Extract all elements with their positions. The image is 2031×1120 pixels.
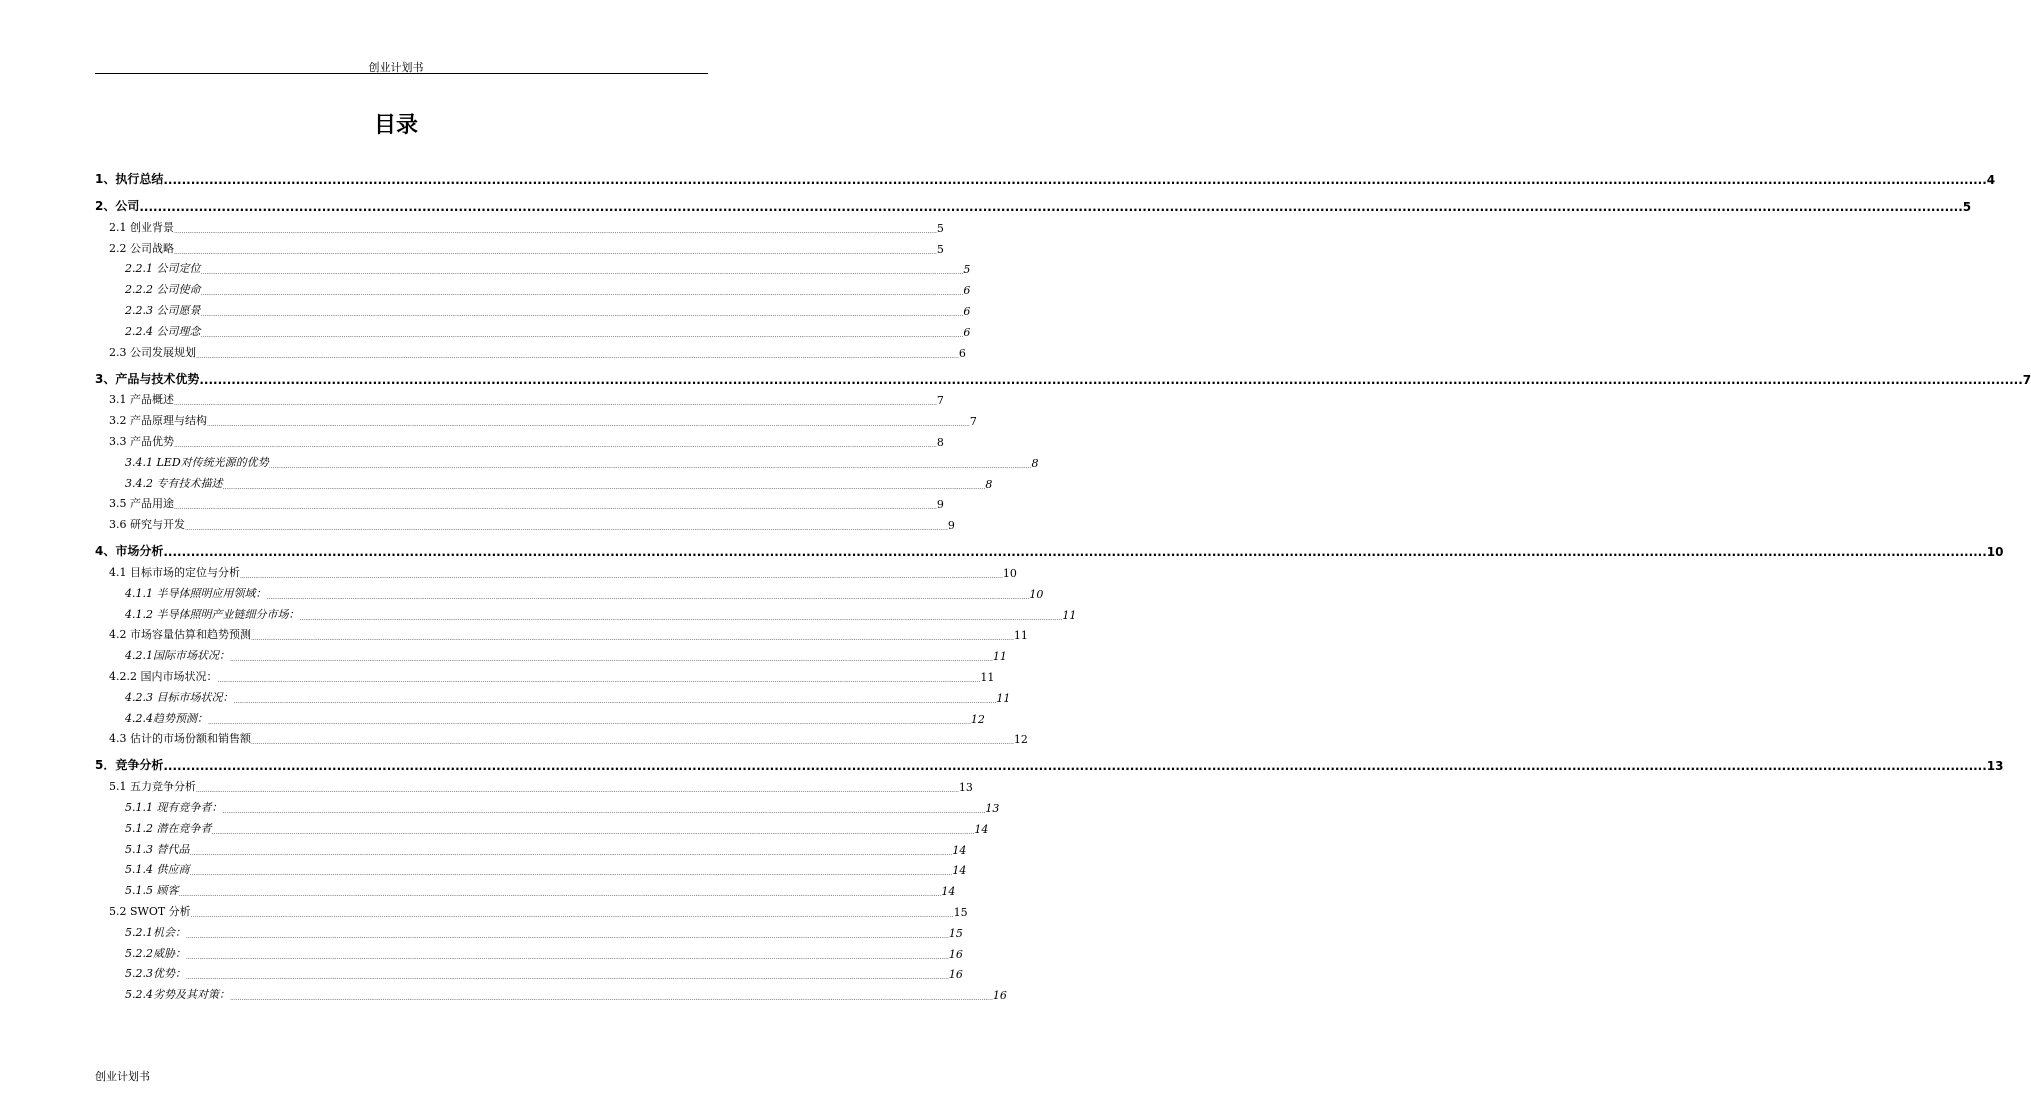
- toc-leader-dots: ................................................................................................................................................................................................................................................................................................................................................................................................................: [200, 310, 964, 318]
- toc-entry[interactable]: [95, 877, 956, 899]
- toc-entry[interactable]: [95, 318, 971, 339]
- toc-leader-dots: ................................................................................................................................................................................................................................................................................................................................................................................................................: [211, 828, 975, 836]
- toc-entry-label: 2.3 公司发展规划: [109, 345, 196, 359]
- toc-leader-dots: ................................................................................................................................................................................................................................................................................................................................................................................................................: [174, 248, 937, 256]
- toc-entry-page: 13: [958, 781, 973, 795]
- toc-entry-page: 8: [985, 477, 993, 491]
- toc-leader-dots: ................................................................................................................................................................................................................................................................................................................................................................................................................: [208, 718, 971, 726]
- toc-entry-page: 9: [936, 498, 944, 512]
- toc-entry-label: 4.3 估计的市场份额和销售额: [109, 732, 251, 746]
- toc-entry-label: 2.2.2 公司使命: [125, 283, 201, 297]
- toc-entry-page: 9: [947, 519, 955, 533]
- toc-entry[interactable]: [95, 339, 966, 360]
- toc-entry[interactable]: [95, 470, 993, 491]
- toc-entry-label: 4、市场分析: [95, 544, 164, 559]
- toc-leader-dots: ................................................................................................................................................................................................................................................................................................................................................................................................................: [233, 697, 997, 705]
- toc-leader-dots: ................................................................................................................................................................................................................................................................................................................................................................................................................: [268, 462, 1032, 470]
- toc-entry[interactable]: [95, 622, 1028, 643]
- toc-entry-page: 16: [948, 947, 963, 961]
- toc-entry-page: 14: [941, 885, 956, 899]
- toc-entry[interactable]: [95, 981, 1007, 1003]
- toc-entry-page: 8: [936, 435, 944, 449]
- toc-entry[interactable]: [95, 705, 985, 726]
- toc-entry-label: 5.1.3 替代品: [125, 842, 190, 856]
- toc-leader-dots: ................................................................................................................................................................................................................................................................................................................................................................................................................: [196, 787, 959, 795]
- toc-entry-label: 5．竞争分析: [95, 758, 164, 773]
- toc-entry-label: 5.1.1 现有竞争者：: [125, 800, 223, 814]
- toc-entry[interactable]: [95, 961, 963, 982]
- toc-entry-page: 11: [1062, 608, 1077, 622]
- toc-leader-dots: ................................................................................................................................................................................................................................................................................................................................................................................................................: [186, 974, 949, 982]
- toc-entry-page: 13: [985, 801, 1000, 815]
- toc-entry[interactable]: [95, 684, 1011, 705]
- toc-entry[interactable]: [95, 511, 955, 533]
- toc-leader-dots: ................................................................................................................................................................................................................................................................................................................................................................................................................: [185, 525, 948, 533]
- table-of-contents: [95, 160, 2031, 1003]
- toc-entry-label: 5.2.1机会：: [125, 925, 186, 939]
- toc-entry-label: 4.1.2 半导体照明产业链细分市场：: [125, 607, 300, 621]
- toc-leader-dots: ................................................................................................................................................................................................................................................................................................................................................................................................................: [207, 421, 970, 429]
- toc-entry-label: 5.1 五力竞争分析: [109, 780, 196, 794]
- toc-entry[interactable]: [95, 276, 971, 298]
- toc-leader-dots: ................................................................................................................................................................................................................................................................................................................................................................................................................: [196, 352, 959, 360]
- toc-entry-label: 3.6 研究与开发: [109, 518, 185, 532]
- toc-leader-dots: ................................................................................................................................................................................................................................................................................................................................................................................................................: [163, 545, 1987, 560]
- toc-entry-label: 3.4.1 LED对传统光源的优势: [125, 455, 269, 469]
- toc-leader-dots: ................................................................................................................................................................................................................................................................................................................................................................................................................: [163, 759, 1987, 774]
- toc-entry-page: 5: [963, 263, 971, 277]
- toc-entry-label: 3.5 产品用途: [109, 497, 174, 511]
- toc-entry-label: 3.3 产品优势: [109, 434, 174, 448]
- toc-entry[interactable]: [95, 160, 1996, 187]
- toc-entry-page: 14: [952, 843, 967, 857]
- toc-leader-dots: ................................................................................................................................................................................................................................................................................................................................................................................................................: [190, 911, 954, 919]
- toc-entry-label: 4.2.1国际市场状况：: [125, 649, 230, 663]
- toc-leader-dots: ................................................................................................................................................................................................................................................................................................................................................................................................................: [200, 269, 964, 277]
- toc-entry-label: 5.1.5 顾客: [125, 884, 179, 898]
- toc-leader-dots: ................................................................................................................................................................................................................................................................................................................................................................................................................: [240, 572, 1003, 580]
- toc-entry[interactable]: [95, 794, 1000, 815]
- toc-entry-label: 2.2.1 公司定位: [125, 262, 201, 276]
- toc-leader-dots: ................................................................................................................................................................................................................................................................................................................................................................................................................: [174, 504, 937, 512]
- toc-entry-label: 4.2.3 目标市场状况：: [125, 690, 234, 704]
- toc-entry[interactable]: [95, 919, 963, 940]
- toc-entry-label: 3.4.2 专有技术描述: [125, 476, 223, 490]
- toc-entry[interactable]: [95, 449, 1039, 470]
- toc-entry-page: 11: [980, 670, 995, 684]
- toc-leader-dots: ................................................................................................................................................................................................................................................................................................................................................................................................................: [251, 635, 1014, 643]
- toc-entry-page: 11: [992, 650, 1007, 664]
- toc-entry-page: 16: [992, 989, 1007, 1003]
- toc-leader-dots: ................................................................................................................................................................................................................................................................................................................................................................................................................: [222, 807, 986, 815]
- toc-entry-page: 10: [1986, 545, 2004, 560]
- toc-entry-page: 14: [974, 822, 989, 836]
- toc-entry[interactable]: [95, 235, 944, 256]
- toc-leader-dots: ................................................................................................................................................................................................................................................................................................................................................................................................................: [174, 227, 937, 235]
- toc-entry-label: 3.1 产品概述: [109, 393, 174, 407]
- toc-entry-page: 15: [948, 926, 963, 940]
- toc-entry-page: 8: [1031, 456, 1039, 470]
- toc-leader-dots: ................................................................................................................................................................................................................................................................................................................................................................................................................: [222, 483, 986, 491]
- toc-leader-dots: ................................................................................................................................................................................................................................................................................................................................................................................................................: [217, 676, 981, 684]
- header-rule: [95, 73, 708, 74]
- toc-entry[interactable]: [95, 898, 968, 919]
- toc-entry-label: 2.1 创业背景: [109, 220, 174, 234]
- toc-entry[interactable]: [95, 491, 944, 512]
- toc-entry-label: 2、公司: [95, 199, 140, 213]
- toc-entry[interactable]: [95, 940, 963, 961]
- toc-entry[interactable]: [95, 407, 977, 429]
- toc-entry-page: 6: [963, 325, 971, 339]
- toc-entry[interactable]: [95, 532, 2004, 560]
- toc-entry[interactable]: [95, 187, 1972, 214]
- toc-entry-label: 1、执行总结: [95, 172, 164, 186]
- toc-entry-page: 6: [958, 346, 966, 360]
- toc-entry-page: 14: [952, 864, 967, 878]
- toc-leader-dots: ................................................................................................................................................................................................................................................................................................................................................................................................................: [189, 870, 953, 878]
- toc-entry-label: 4.2.2 国内市场状况：: [109, 669, 218, 683]
- toc-entry[interactable]: [95, 297, 971, 318]
- toc-entry-page: 6: [963, 284, 971, 298]
- toc-leader-dots: ................................................................................................................................................................................................................................................................................................................................................................................................................: [189, 849, 953, 857]
- toc-entry[interactable]: [95, 214, 944, 235]
- toc-entry-page: 16: [948, 968, 963, 982]
- toc-entry-label: 4.2 市场容量估算和趋势预测: [109, 628, 251, 642]
- toc-leader-dots: ................................................................................................................................................................................................................................................................................................................................................................................................................: [186, 932, 949, 940]
- toc-entry[interactable]: [95, 428, 944, 449]
- toc-entry[interactable]: [95, 601, 1077, 622]
- toc-entry-page: 7: [2022, 372, 2031, 387]
- toc-entry-page: 11: [996, 691, 1011, 705]
- toc-entry-page: 7: [969, 415, 977, 429]
- toc-entry-page: 10: [1029, 587, 1044, 601]
- toc-entry-page: 6: [963, 304, 971, 318]
- toc-entry-label: 3.2 产品原理与结构: [109, 414, 207, 428]
- toc-entry[interactable]: [95, 360, 2031, 387]
- toc-entry-label: 5.1.4 供应商: [125, 863, 190, 877]
- toc-leader-dots: ................................................................................................................................................................................................................................................................................................................................................................................................................: [163, 173, 1987, 187]
- toc-leader-dots: ................................................................................................................................................................................................................................................................................................................................................................................................................: [200, 290, 964, 298]
- toc-entry-page: 5: [1962, 200, 1972, 214]
- page-header: 创业计划书: [368, 61, 424, 74]
- toc-entry-label: 2.2 公司战略: [109, 241, 174, 255]
- toc-entry[interactable]: [95, 857, 967, 878]
- toc-leader-dots: ................................................................................................................................................................................................................................................................................................................................................................................................................: [251, 739, 1014, 747]
- toc-entry-label: 2.2.3 公司愿景: [125, 303, 201, 317]
- toc-entry-label: 4.1.1 半导体照明应用领域：: [125, 586, 267, 600]
- toc-leader-dots: ................................................................................................................................................................................................................................................................................................................................................................................................................: [178, 891, 942, 899]
- toc-entry[interactable]: [95, 726, 1028, 747]
- toc-entry-page: 11: [1013, 629, 1028, 643]
- toc-entry-label: 5.1.2 潜在竞争者: [125, 821, 212, 835]
- toc-entry[interactable]: [95, 746, 2004, 774]
- toc-entry-page: 7: [936, 394, 944, 408]
- toc-entry[interactable]: [95, 663, 995, 684]
- toc-title: 目录: [373, 113, 418, 138]
- toc-leader-dots: ................................................................................................................................................................................................................................................................................................................................................................................................................: [200, 331, 964, 339]
- toc-entry[interactable]: [95, 559, 1017, 580]
- toc-entry-page: 5: [936, 221, 944, 235]
- page-footer: 创业计划书: [95, 1070, 150, 1083]
- toc-leader-dots: ................................................................................................................................................................................................................................................................................................................................................................................................................: [299, 614, 1063, 622]
- toc-leader-dots: ................................................................................................................................................................................................................................................................................................................................................................................................................: [266, 593, 1030, 601]
- toc-entry-label: 5.2.3优势：: [125, 967, 186, 981]
- toc-leader-dots: ................................................................................................................................................................................................................................................................................................................................................................................................................: [139, 200, 1963, 214]
- toc-leader-dots: ................................................................................................................................................................................................................................................................................................................................................................................................................: [230, 995, 993, 1003]
- toc-entry-page: 13: [1986, 759, 2004, 774]
- toc-entry[interactable]: [95, 642, 1007, 664]
- toc-entry-page: 12: [970, 712, 985, 726]
- toc-leader-dots: ................................................................................................................................................................................................................................................................................................................................................................................................................: [186, 953, 949, 961]
- toc-entry-page: 5: [936, 242, 944, 256]
- toc-entry-label: 2.2.4 公司理念: [125, 324, 201, 338]
- toc-entry-label: 5.2.4劣势及其对策：: [125, 988, 230, 1002]
- toc-leader-dots: ................................................................................................................................................................................................................................................................................................................................................................................................................: [174, 441, 937, 449]
- toc-entry-label: 5.2.2威胁：: [125, 946, 186, 960]
- toc-entry[interactable]: [95, 256, 971, 277]
- toc-leader-dots: ................................................................................................................................................................................................................................................................................................................................................................................................................: [174, 400, 937, 408]
- toc-entry[interactable]: [95, 773, 973, 795]
- toc-entry[interactable]: [95, 815, 989, 836]
- toc-entry-page: 15: [953, 905, 968, 919]
- toc-leader-dots: ................................................................................................................................................................................................................................................................................................................................................................................................................: [230, 656, 993, 664]
- toc-leader-dots: ................................................................................................................................................................................................................................................................................................................................................................................................................: [199, 372, 2023, 387]
- toc-entry-label: 4.2.4趋势预测：: [125, 711, 208, 725]
- toc-entry-label: 4.1 目标市场的定位与分析: [109, 565, 240, 579]
- toc-entry[interactable]: [95, 387, 944, 408]
- toc-entry-label: 5.2 SWOT 分析: [109, 904, 191, 918]
- toc-entry[interactable]: [95, 580, 1044, 601]
- toc-entry[interactable]: [95, 836, 967, 857]
- toc-entry-page: 10: [1002, 566, 1017, 580]
- toc-entry-label: 3、产品与技术优势: [95, 371, 200, 386]
- toc-entry-page: 12: [1013, 733, 1028, 747]
- toc-entry-page: 4: [1986, 173, 1996, 187]
